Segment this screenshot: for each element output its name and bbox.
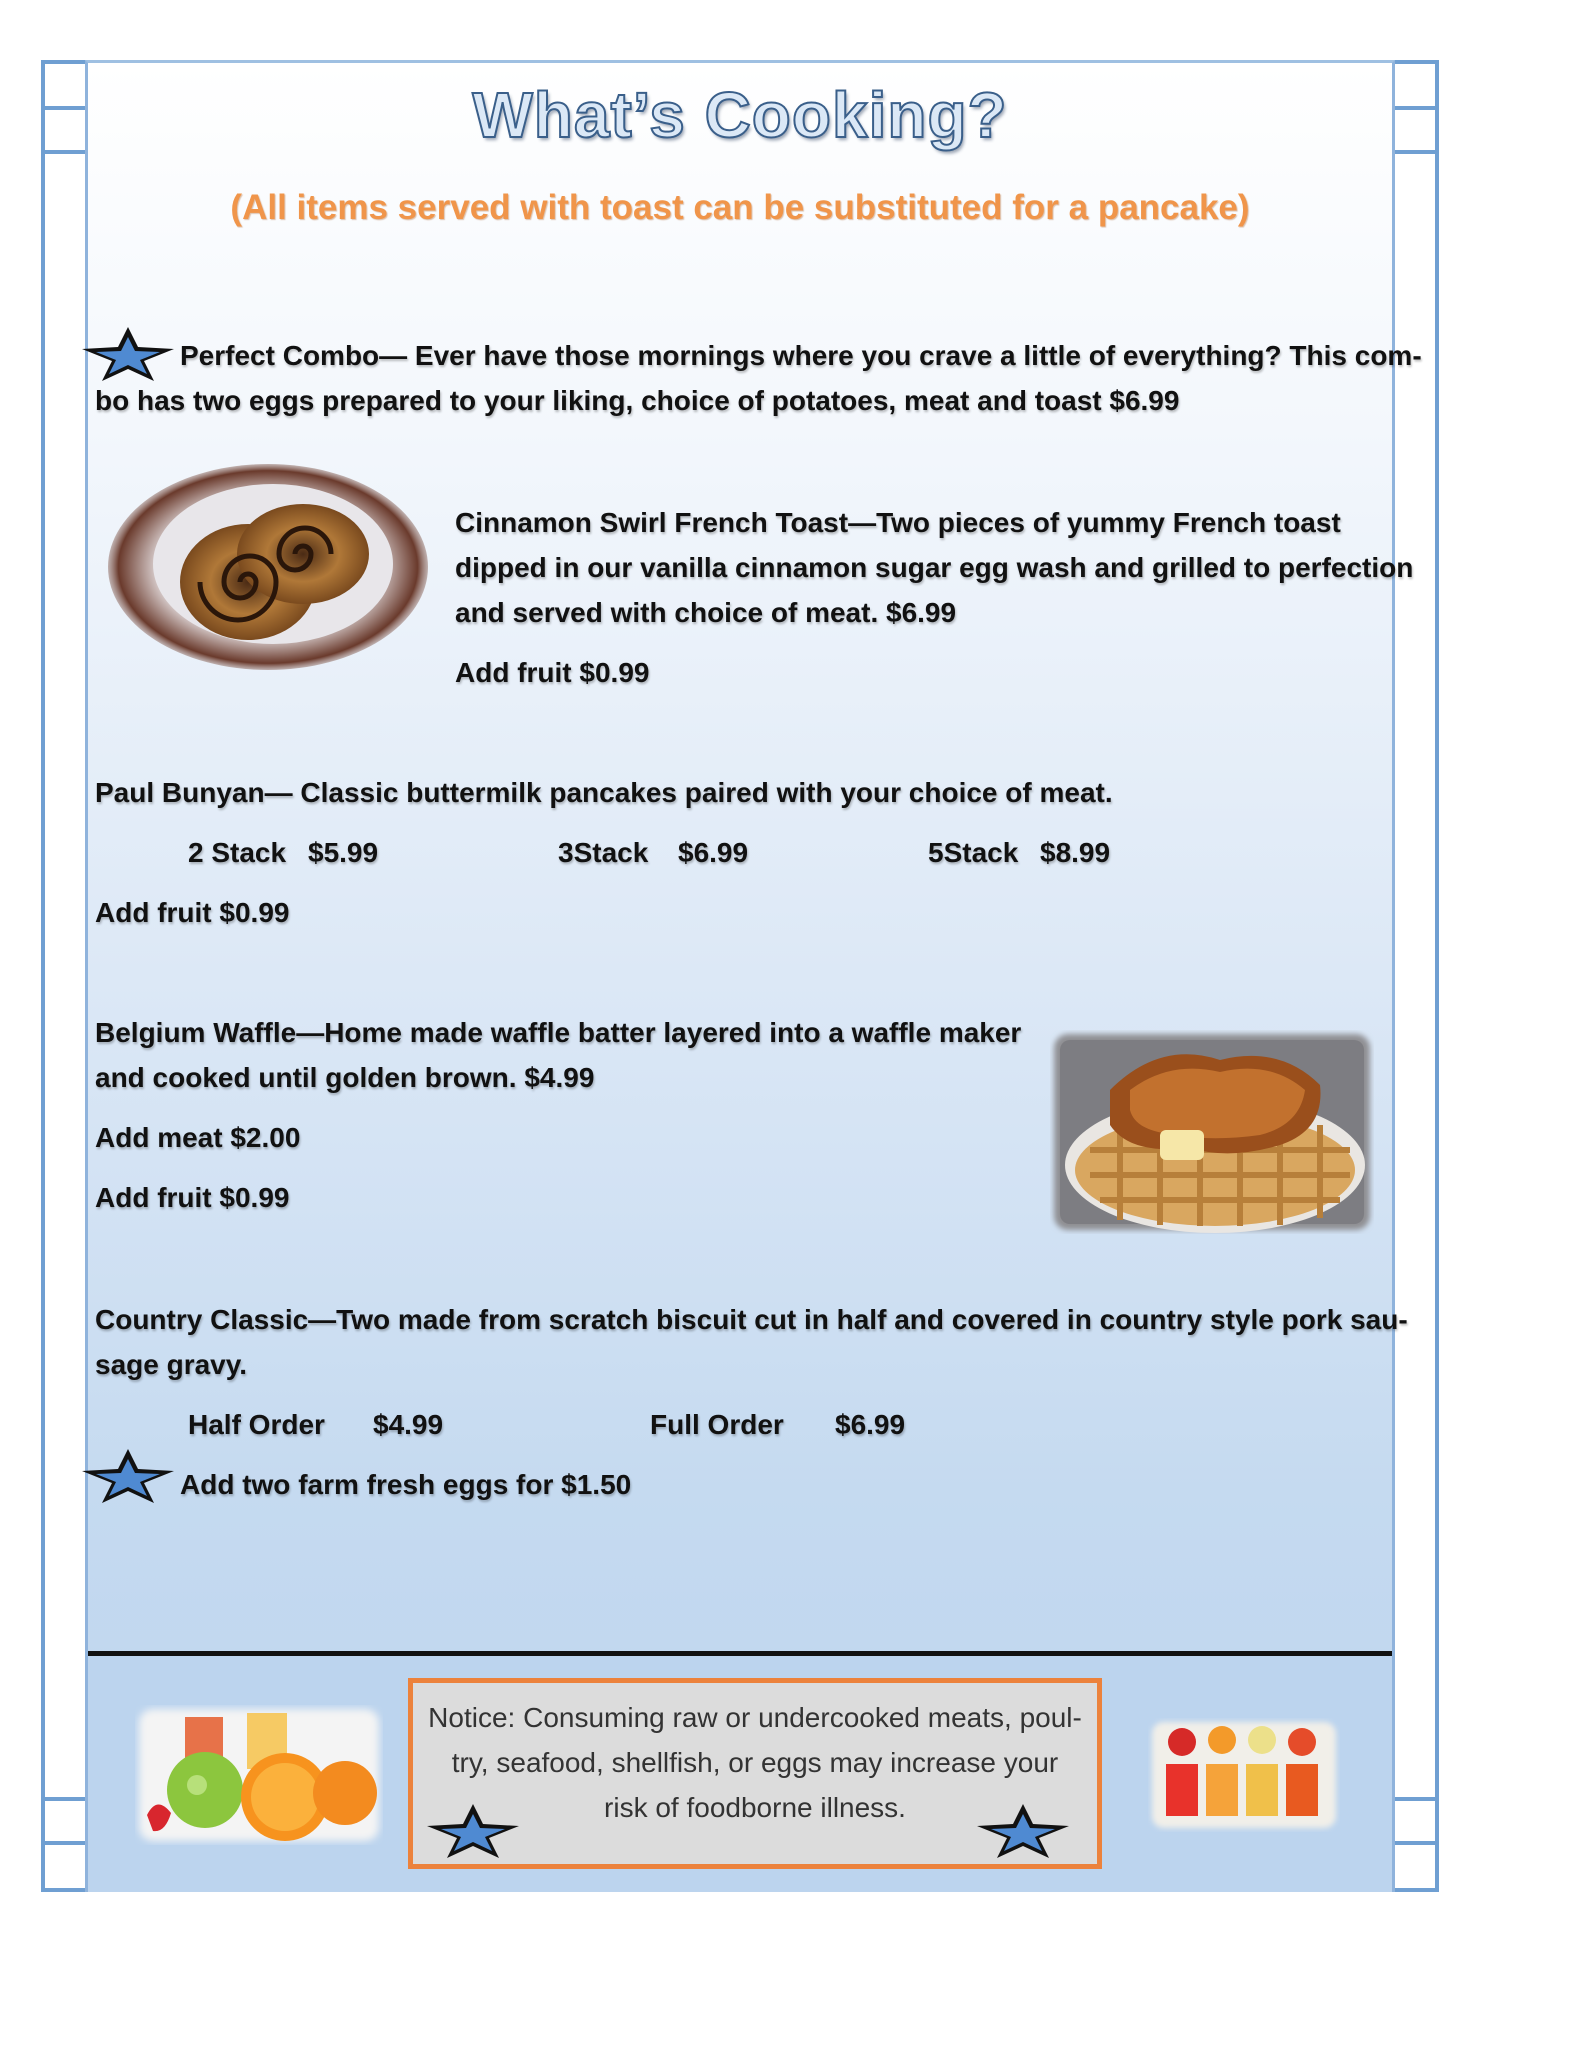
french-toast-addon: Add fruit $0.99: [455, 657, 650, 688]
frame-tab: [41, 60, 89, 110]
order-label: Full Order: [650, 1409, 784, 1440]
stack-label: 3Stack: [558, 837, 649, 868]
belgium-waffle-addon-fruit: Add fruit $0.99: [95, 1182, 290, 1213]
frame-tab: [1391, 1797, 1439, 1845]
notice-line: risk of foodborne illness.: [604, 1792, 906, 1823]
star-icon: [425, 1802, 521, 1860]
stack-price: $5.99: [308, 837, 379, 868]
page-title: What’s Cooking?: [472, 79, 1008, 151]
notice-line: Notice: Consuming raw or undercooked meats, poul-: [428, 1702, 1082, 1733]
page-subtitle: (All items served with toast can be substituted for a pancake): [230, 188, 1250, 227]
country-classic-addon: Add two farm fresh eggs for $1.50: [180, 1469, 632, 1500]
paul-bunyan-line1: Paul Bunyan— Classic buttermilk pancakes paired with your choice of meat.: [95, 777, 1113, 808]
perfect-combo-line2: bo has two eggs prepared to your liking, choice of potatoes, meat and toast $6.99: [95, 385, 1180, 416]
frame-tab: [41, 1797, 89, 1845]
juice-glasses-photo: [1148, 1718, 1340, 1832]
country-classic-line1: Country Classic—Two made from scratch biscuit cut in half and covered in country style pork sau-: [95, 1304, 1408, 1335]
belgium-waffle-line1: Belgium Waffle—Home made waffle batter layered into a waffle maker: [95, 1017, 1022, 1048]
notice-line: try, seafood, shellfish, or eggs may increase your: [451, 1747, 1059, 1778]
star-icon: [80, 325, 176, 383]
frame-tab: [41, 106, 89, 154]
frame-tab: [1391, 1841, 1439, 1892]
french-toast-line3: and served with choice of meat. $6.99: [455, 597, 957, 628]
french-toast-line1: Cinnamon Swirl French Toast—Two pieces of yummy French toast: [455, 507, 1341, 538]
country-classic-line2: sage gravy.: [95, 1349, 248, 1380]
order-price: $4.99: [373, 1409, 444, 1440]
stack-label: 2 Stack: [188, 837, 287, 868]
frame-tab: [1391, 106, 1439, 154]
fruit-juice-photo: [135, 1705, 383, 1845]
stack-label: 5Stack: [928, 837, 1019, 868]
belgium-waffle-addon-meat: Add meat $2.00: [95, 1122, 301, 1153]
stack-price: $6.99: [678, 837, 749, 868]
order-price: $6.99: [835, 1409, 906, 1440]
order-label: Half Order: [188, 1409, 325, 1440]
chicken-waffle-photo: [1050, 1030, 1374, 1234]
belgium-waffle-line2: and cooked until golden brown. $4.99: [95, 1062, 595, 1093]
stack-price: $8.99: [1040, 837, 1111, 868]
frame-tab: [1391, 60, 1439, 110]
french-toast-photo: [108, 462, 428, 672]
frame-tab: [41, 1841, 89, 1892]
perfect-combo-line1: Perfect Combo— Ever have those mornings where you crave a little of everything? This com-: [180, 340, 1422, 371]
star-icon: [80, 1447, 176, 1505]
star-icon: [975, 1802, 1071, 1860]
paul-bunyan-addon: Add fruit $0.99: [95, 897, 290, 928]
french-toast-line2: dipped in our vanilla cinnamon sugar egg wash and grilled to perfection: [455, 552, 1414, 583]
